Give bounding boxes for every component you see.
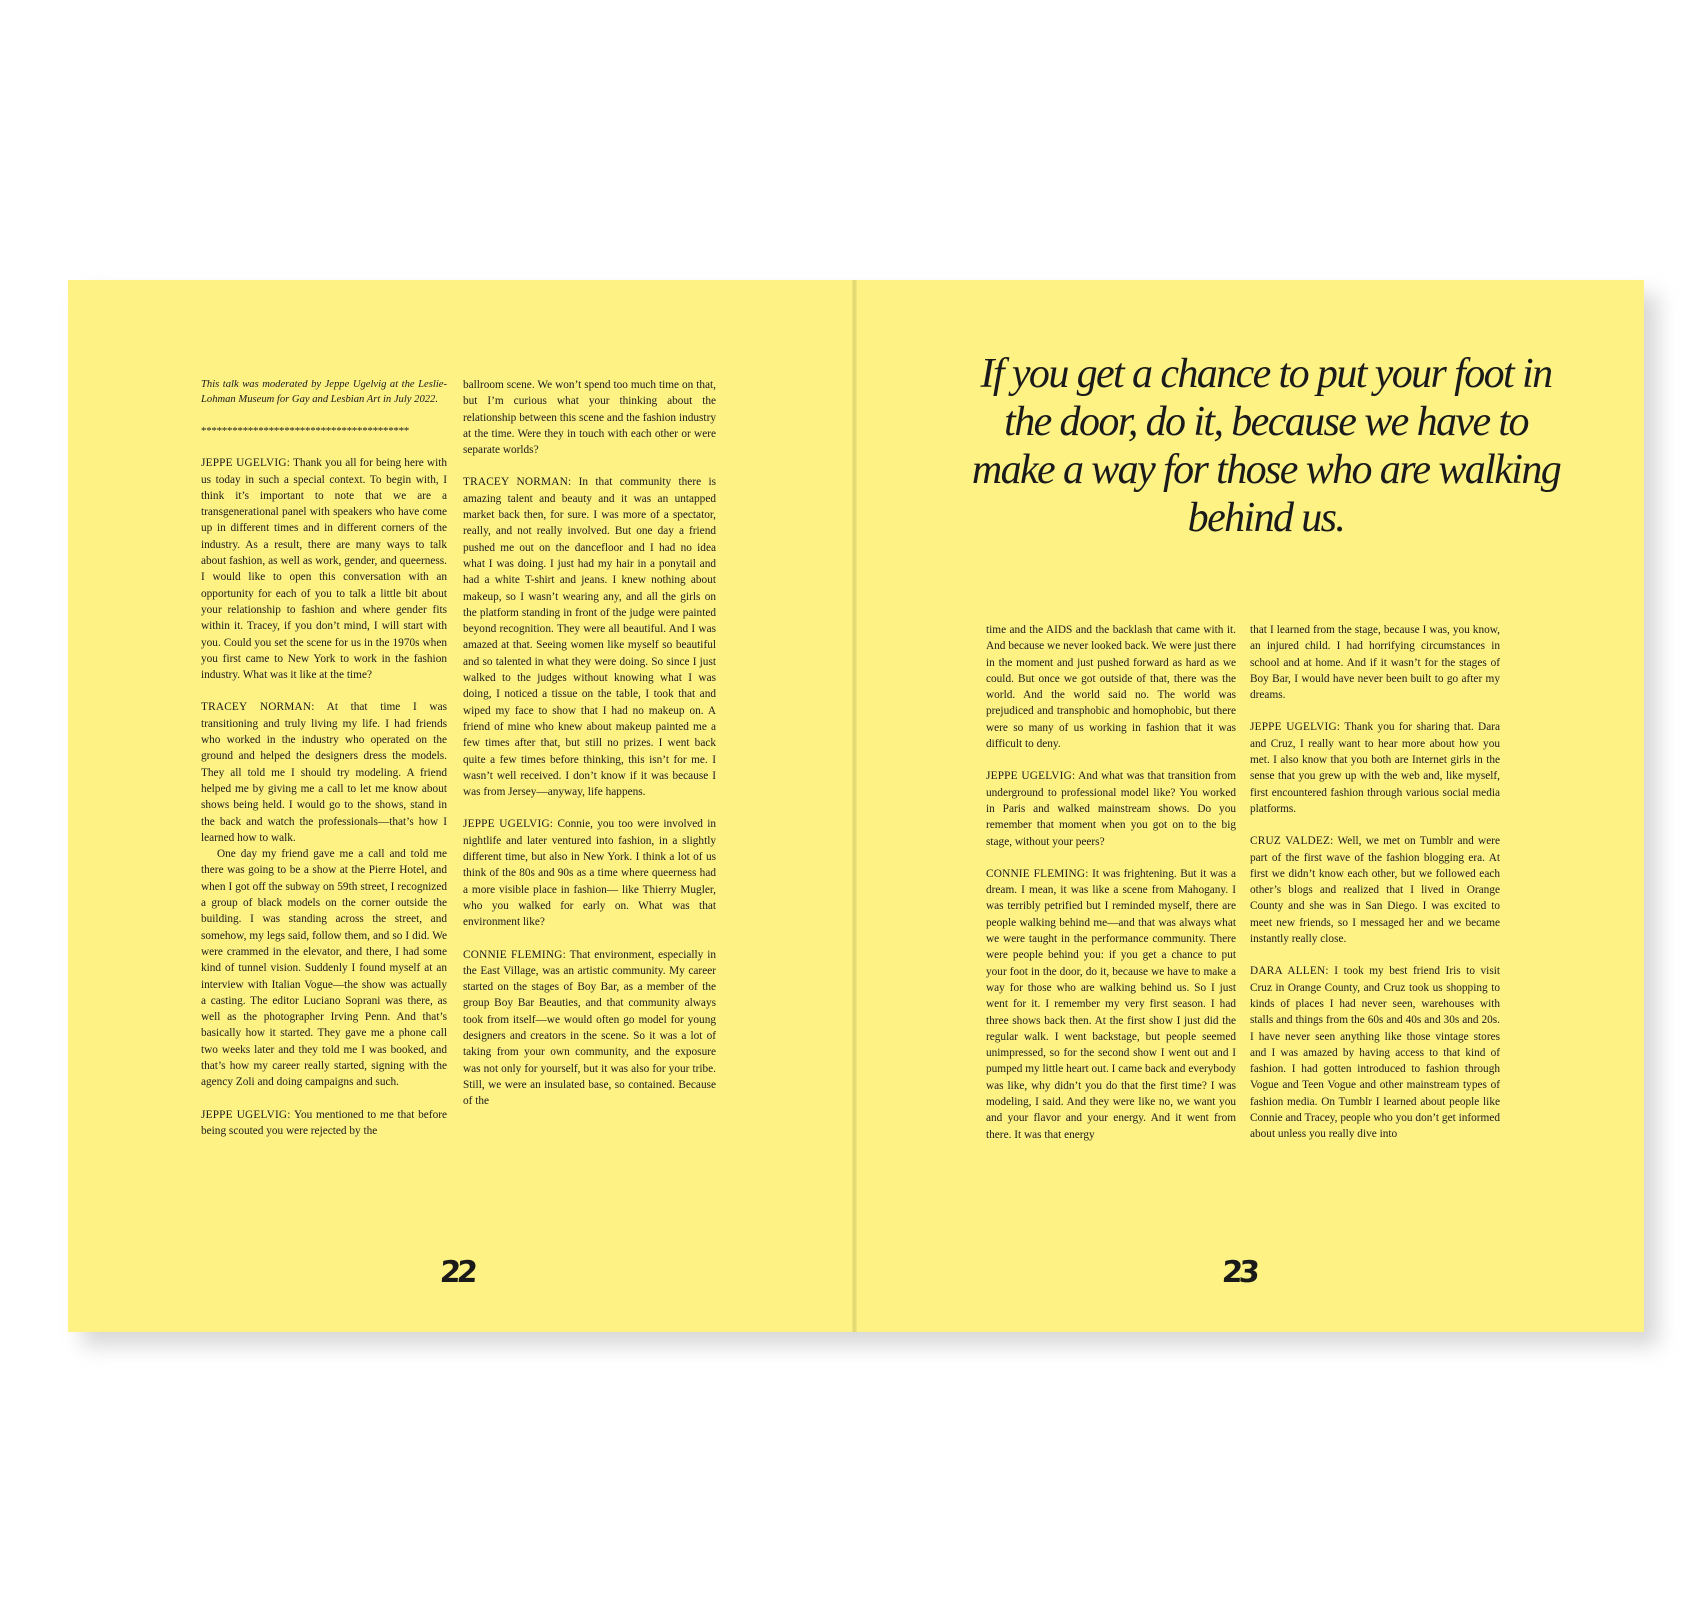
paragraph (201, 699, 447, 846)
divider: **************************************** (201, 425, 410, 437)
paragraph (986, 866, 1236, 1143)
page-right (854, 280, 1644, 1332)
paragraph-text: time and the AIDS and the backlash that came with it. And because we never looked back. We were just there in the moment and just pushed forward as hard as we could. But once we got outside of that, there was the world. And the world said no. The world was prejudiced and transphobic and homophobic, but there were so many of us working in fashion that it was difficult to deny. (986, 624, 1236, 751)
paragraph-text: ballroom scene. We won’t spend too much time on that, but I’m curious what your thinking about the relationship between this scene and the fashion industry at the time. Were they in touch with each other or were separate worlds? (463, 379, 716, 457)
paragraph-text: In that community there is amazing talent and beauty and it was an untapped market back then, for sure. I was more of a spectator, really, and not really involved. But one day a friend pushed me out on the dancefloor and I had no idea what I was doing. I just had my hair in a ponytail and had a white T-shirt and jeans. I knew nothing about makeup, so I wasn’t wearing any, and all the girls on the platform standing in front of the judge were painted beyond recognition. They were all beautiful. And I was amazed at that. Seeing women like myself so beautiful and so talented in what they were doing. So since I just walked to the judges without knowing what I was doing, I noticed a tissue on the table, I took that and wiped my face to show that I had no makeup on. A friend of mine who knew about makeup painted me a few times after that, but still no prizes. I went back quite a few times before thinking, this isn’t for me. I wasn’t well received. I don’t know if it was because I was from Jersey—anyway, life happens. (463, 476, 716, 799)
speaker-name: JEPPE UGELVIG: (986, 770, 1076, 783)
paragraph-text: Connie, you too were involved in nightlife and later ventured into fashion, in a slightly different time, but also in New York. I think a lot of us think of the 80s and 90s as a time where queerness had a more visible place in fashion— like Thierry Mugler, who you walked for early on. What was that environment like? (463, 818, 717, 929)
right-column-1 (986, 622, 1236, 1159)
paragraph (1250, 719, 1500, 817)
moderator-note: This talk was moderated by Jeppe Ugelvig at the Leslie-Lohman Museum for Gay and Lesbian Art in July 2022. (201, 379, 447, 405)
left-column-1 (201, 377, 447, 1155)
speaker-name: JEPPE UGELVIG: (1250, 721, 1341, 734)
paragraph-text: That environment, especially in the East Village, was an artistic community. My career started on the stages of Boy Bar, as a member of the group Boy Bar Beauties, and that community always took from itself—we would often go model for young designers and creators in the scene. So it was a lot of taking from your own community, and the exposure was not only for yourself, but it was also for your tribe. Still, we were an insulated base, so contained. Because of the (463, 948, 716, 1108)
paragraph-text: Thank you for sharing that. Dara and Cruz, I really want to hear more about how you met. I also know that you both are Internet girls in the sense that you grew up with the web and, like myself, first encountered fashion through various social media platforms. (1250, 721, 1500, 815)
pull-quote: If you get a chance to put your foot in the door, do it, because we have to make a way for those who are walking behind us. (971, 351, 1561, 541)
speaker-name: CRUZ VALDEZ: (1250, 835, 1334, 848)
paragraph-text: It was frightening. But it was a dream. I mean, it was like a scene from Mahogany. I was terribly petrified but I reminded myself, there are people walking behind me—and that was always what we were taught in the performance community. There were people behind you: if you get a chance to put your foot in the door, do it, because we have to make a way for those who are walking behind us. So I just went for it. I remember my very first season. I had three shows back then. At the first show I just did the regular walk. I went backstage, but people seemed unimpressed, so for the second show I went out and I pumped my little heart out. I came back and everybody was like, why didn’t you do that the first time? I was modeling, I said. And they were like no, we want you and your flavor and your energy. And it went from there. It was that energy (986, 867, 1237, 1141)
paragraph (1250, 622, 1500, 703)
paragraph-text: I took my best friend Iris to visit Cruz in Orange County, and Cruz took us shopping to kinds of places I had never seen, warehouses with stalls and things from the 60s and 40s and 30s and 20s. I have never seen anything like those vintage stores and I was amazed by having access to that kind of fashion. I had gotten introduced to fashion through Vogue and Teen Vogue and other mainstream types of fashion media. On Tumblr I learned about people like Connie and Tracey, people who you don’t get informed about unless you really dive into (1250, 965, 1500, 1141)
paragraph-text: You mentioned to me that before being scouted you were rejected by the (201, 1108, 448, 1137)
paragraph-text: And what was that transition from underground to professional model like? You worked in Paris and walked mainstream shows. Do you remember that moment when you got on to the big stage, without your peers? (986, 770, 1237, 848)
speaker-name: TRACEY NORMAN: (463, 476, 572, 489)
paragraph (463, 377, 716, 458)
paragraph (986, 768, 1236, 849)
page-number: 23 (1220, 1255, 1257, 1290)
paragraph-text: One day my friend gave me a call and told me there was going to be a show at the Pierre Hotel, and when I got off the subway on 59th street, I recognized a group of black models on the corner outside the building. I was standing across the street, and somehow, my legs said, follow them, and so I did. We were crammed in the elevator, and there, I had some kind of tunnel vision. Suddenly I found myself at an interview with Italian Vogue—the show was actually a casting. The editor Luciano Soprani was there, as well as the photographer Irving Penn. And that’s basically how it started. They gave me a phone call two weeks later and they told me I was booked, and that’s how my career really started, signing with the agency Zoli and doing campaigns and such. (201, 848, 447, 1089)
paragraph-text: that I learned from the stage, because I was, you know, an injured child. I had horrifying circumstances in school and at home. And if it wasn’t for the stages of Boy Bar, I would have never been built to go after my dreams. (1250, 624, 1500, 702)
speaker-name: CONNIE FLEMING: (463, 948, 566, 961)
paragraph-text: At that time I was transitioning and truly living my life. I had friends who worked in the industry who operated on the ground and helped the designers dress the models. They all told me I should try modeling. A friend helped me by giving me a call to let me know about shows being held. I would go to the shows, stand in the back and watch the professionals—that’s how I learned how to walk. (201, 701, 447, 844)
speaker-name: JEPPE UGELVIG: (463, 818, 554, 831)
speaker-name: CONNIE FLEMING: (986, 867, 1089, 880)
paragraph-text: Thank you all for being here with us today in such a special context. To begin with, I think it’s important to note that we are a transgenerational panel with speakers who have come up in different times and in different corners of the industry. As a result, there are many ways to talk about fashion, as well as work, gender, and queerness. I would like to open this conversation with an opportunity for each of you to talk a little bit about your relationship to fashion and where gender fits within it. Tracey, if you don’t mind, I will start with you. Could you set the scene for us in the 1970s when you first came to New York to work in the fashion industry. What was it like at the time? (201, 457, 447, 682)
paragraph (1250, 833, 1500, 947)
paragraph (201, 455, 447, 683)
right-column-2 (1250, 622, 1500, 1159)
paragraph (463, 474, 716, 800)
paragraph (463, 947, 716, 1110)
gutter (852, 280, 857, 1332)
page-number: 22 (438, 1255, 475, 1290)
paragraph (463, 816, 716, 930)
paragraph-text: Well, we met on Tumblr and were part of the first wave of the fashion blogging era. At first we didn’t know each other, but we followed each other’s blogs and realized that I lived in Orange County and she was in San Diego. I was excited to meet new friends, so I messaged her and we became instantly really close. (1250, 835, 1501, 946)
left-column-2 (463, 377, 716, 1125)
speaker-name: TRACEY NORMAN: (201, 701, 315, 714)
paragraph (986, 622, 1236, 752)
page-left (68, 280, 854, 1332)
paragraph (1250, 963, 1500, 1142)
paragraph (201, 846, 447, 1090)
paragraph (201, 1107, 447, 1140)
speaker-name: JEPPE UGELVIG: (201, 1108, 291, 1121)
speaker-name: DARA ALLEN: (1250, 965, 1329, 978)
magazine-spread (68, 280, 1644, 1332)
speaker-name: JEPPE UGELVIG: (201, 457, 291, 470)
